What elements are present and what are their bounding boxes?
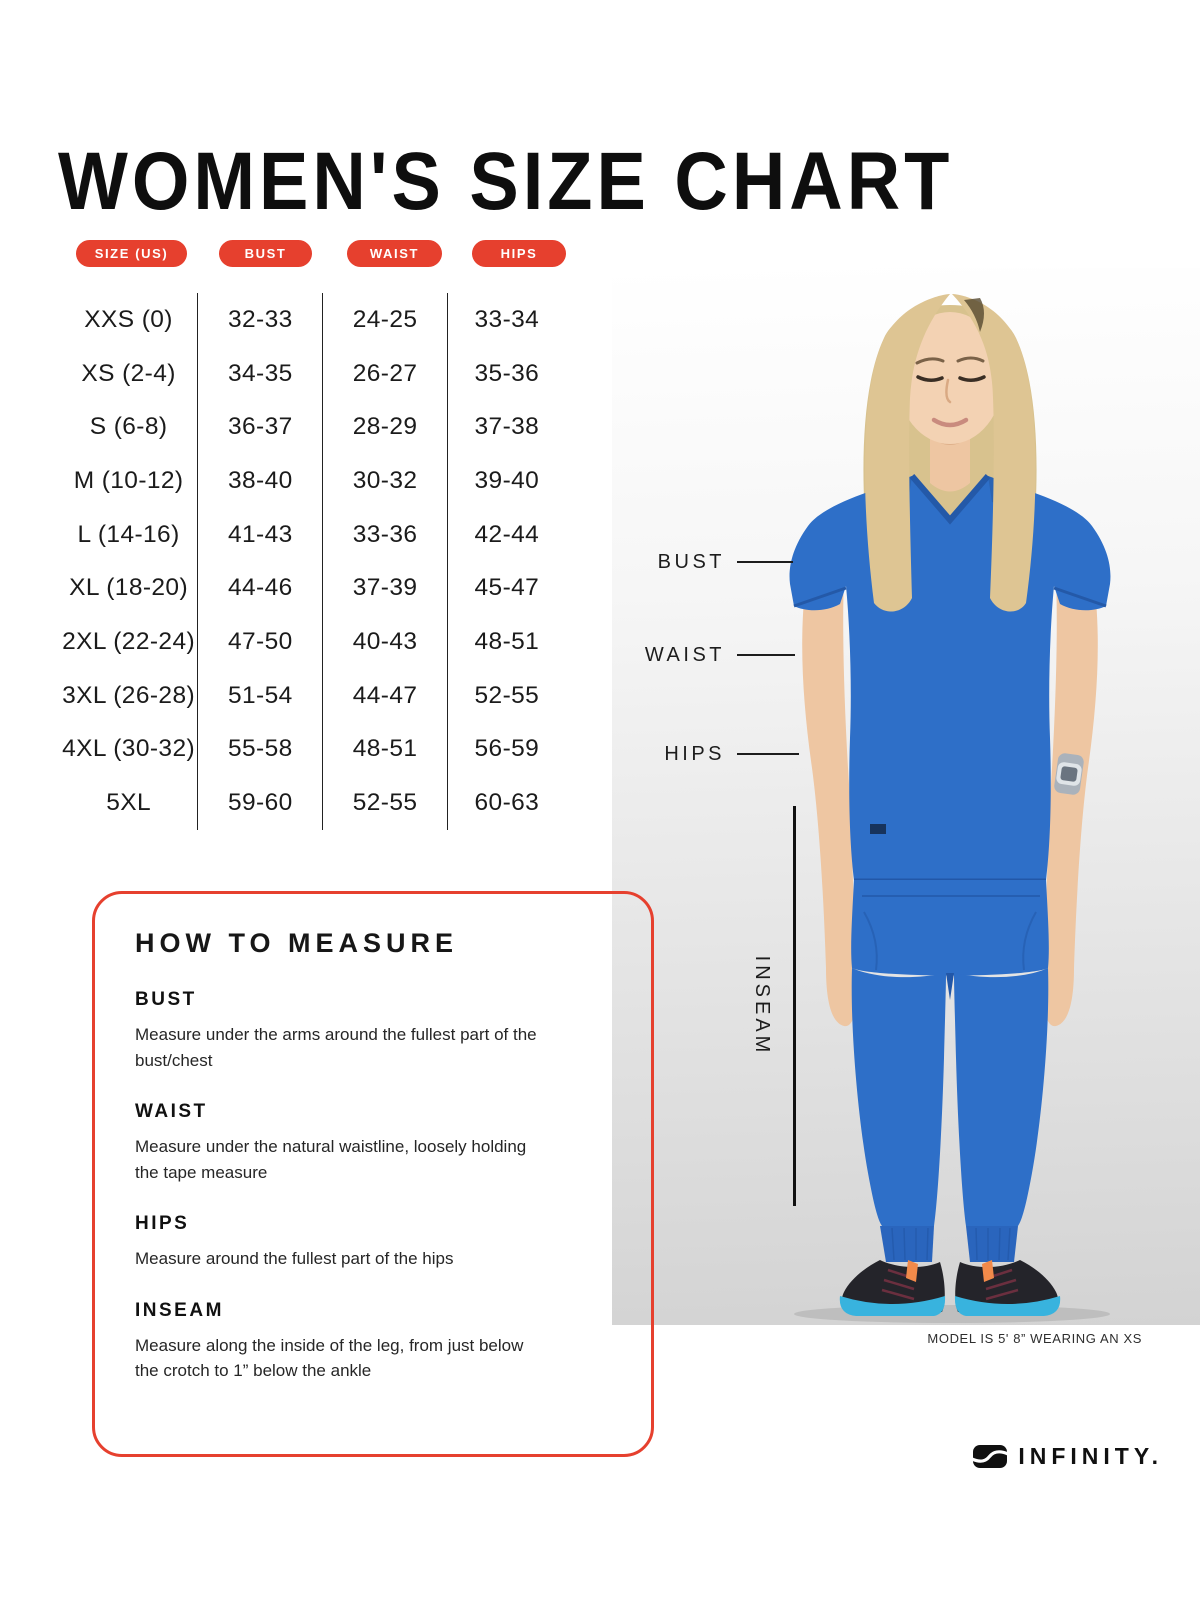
waist-cell: 40-43 [323,615,447,669]
bust-cell: 59-60 [198,776,323,830]
table-row [60,347,566,401]
measure-section-text: Measure along the inside of the leg, from just below the crotch to 1” below the ankle [135,1335,524,1380]
bust-cell: 32-33 [198,293,323,347]
waist-cell: 44-47 [323,669,447,723]
how-to-measure-box [92,891,654,1457]
column-pill-bust: BUST [219,240,312,267]
table-row [60,669,566,723]
size-cell: 4XL (30-32) [60,723,198,777]
table-row [60,561,566,615]
size-cell: XS (2-4) [60,347,198,401]
bust-cell: 47-50 [198,615,323,669]
table-row [60,615,566,669]
bust-callout-label: BUST [657,551,725,573]
hips-cell: 56-59 [474,735,540,763]
size-cell: M (10-12) [60,454,198,508]
table-row [60,508,566,562]
waist-cell: 30-32 [323,454,447,508]
measure-section [135,1300,611,1384]
watch-icon [1053,752,1084,795]
measure-section-label: HIPS [135,1213,190,1234]
measure-section [135,1101,611,1185]
hips-cell: 52-55 [474,681,540,709]
table-row [60,454,566,508]
hips-cell: 37-38 [474,413,540,441]
hips-cell: 39-40 [474,466,540,494]
size-cell: XL (18-20) [60,561,198,615]
inseam-callout-line [793,806,796,1206]
size-cell: 5XL [60,776,198,830]
measure-section [135,989,611,1073]
model-photo [612,268,1200,1325]
hips-cell: 60-63 [474,789,540,817]
hips-cell: 35-36 [474,359,540,387]
bust-cell: 36-37 [198,400,323,454]
waist-cell: 26-27 [323,347,447,401]
hips-cell: 48-51 [474,627,540,655]
model-caption: MODEL IS 5' 8” WEARING AN XS [927,1331,1142,1346]
waist-cell: 48-51 [323,723,447,777]
measure-section-text: Measure under the natural waistline, loosely holding the tape measure [135,1137,527,1182]
table-row [60,776,566,830]
page-title: WOMEN'S SIZE CHART [58,134,954,226]
table-row [60,293,566,347]
bust-cell: 41-43 [198,508,323,562]
column-pill-size: SIZE (US) [76,240,187,267]
column-pill-hips: HIPS [472,240,566,267]
waist-callout-label: WAIST [644,644,725,666]
waist-cell: 24-25 [323,293,447,347]
waist-cell: 52-55 [323,776,447,830]
waist-cell: 33-36 [323,508,447,562]
hips-callout-label: HIPS [664,743,725,765]
measure-section-label: BUST [135,989,197,1010]
size-table [60,293,566,830]
size-cell: S (6-8) [60,400,198,454]
bust-callout-line [737,561,793,563]
measure-sections [135,989,611,1384]
bust-cell: 34-35 [198,347,323,401]
waist-callout-line [737,654,795,656]
bust-cell: 38-40 [198,454,323,508]
size-cell: 3XL (26-28) [60,669,198,723]
model-illustration [612,268,1200,1325]
hips-cell: 42-44 [474,520,540,548]
measure-section-text: Measure under the arms around the fullest part of the bust/chest [135,1025,537,1070]
measure-section [135,1213,611,1272]
inseam-callout-label: INSEAM [751,955,773,1057]
brand-logo [972,1443,1163,1470]
column-pill-waist: WAIST [347,240,442,267]
how-to-measure-title: HOW TO MEASURE [135,928,459,958]
bust-cell: 51-54 [198,669,323,723]
table-row [60,400,566,454]
waist-cell: 37-39 [323,561,447,615]
size-cell: 2XL (22-24) [60,615,198,669]
bust-cell: 55-58 [198,723,323,777]
hips-callout-line [737,753,799,755]
hips-cell: 33-34 [474,305,540,333]
measure-section-label: WAIST [135,1101,208,1122]
measure-section-text: Measure around the fullest part of the hips [135,1249,454,1268]
size-cell: XXS (0) [60,293,198,347]
size-cell: L (14-16) [60,508,198,562]
waist-cell: 28-29 [323,400,447,454]
hips-cell: 45-47 [474,574,540,602]
table-row [60,723,566,777]
brand-wordmark: INFINITY. [1018,1443,1163,1469]
bust-cell: 44-46 [198,561,323,615]
measure-section-label: INSEAM [135,1299,224,1321]
infinity-logo-icon [972,1444,1008,1469]
